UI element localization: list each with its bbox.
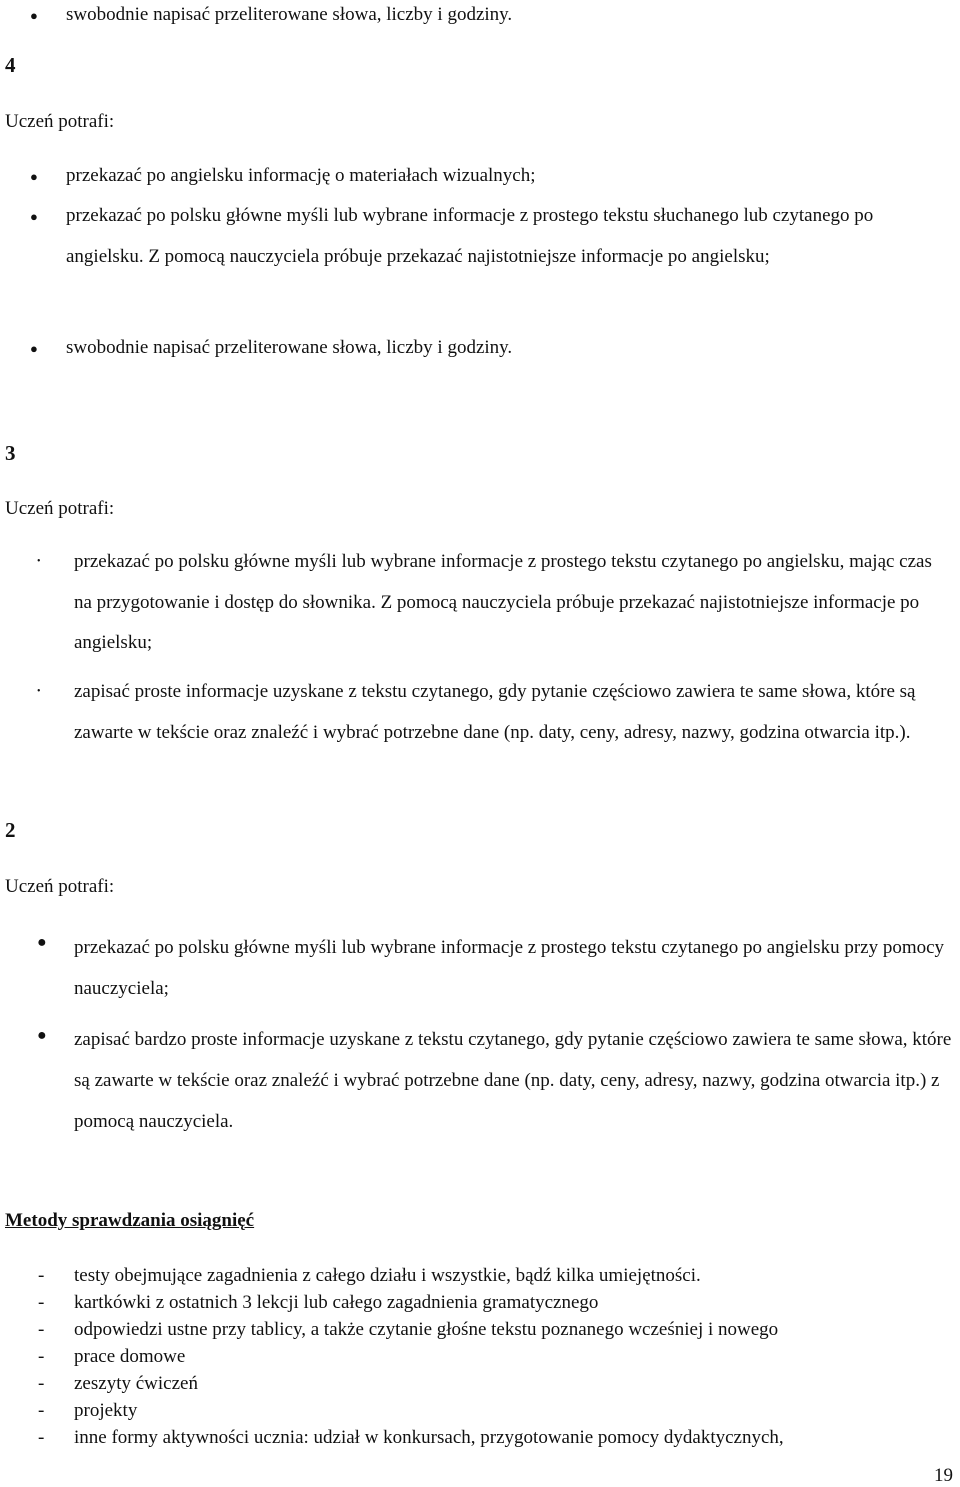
bullet-icon: • [37, 686, 41, 697]
bullet-icon: ● [37, 1027, 47, 1044]
grade-4-item: przekazać po angielsku informację o materiałach wizualnych; [66, 165, 536, 186]
methods-item: zeszyty ćwiczeń [74, 1373, 198, 1394]
methods-item: testy obejmujące zagadnienia z całego działu i wszystkie, bądź kilka umiejętności. [74, 1265, 701, 1286]
methods-item: projekty [74, 1400, 138, 1421]
bullet-icon: ● [30, 209, 38, 224]
grade-4-item: przekazać po polsku główne myśli lub wybrane informacje z prostego tekstu słuchanego lub czytanego po angielsku. Z pomocą nauczyciela próbuje przekazać najistotniejsze informacje po angielsku; [66, 205, 874, 267]
dash-marker: - [38, 1292, 45, 1313]
methods-item: odpowiedzi ustne przy tablicy, a także czytanie głośne tekstu poznanego wcześniej i nowego [74, 1319, 779, 1340]
bullet-icon: • [37, 556, 41, 567]
grade-4-intro: Uczeń potrafi: [5, 111, 115, 132]
bullet-icon: ● [30, 341, 38, 356]
bullet-icon: ● [30, 169, 38, 184]
grade-3-item: zapisać proste informacje uzyskane z tekstu czytanego, gdy pytanie częściowo zawiera te same słowa, które są zawarte w tekście oraz znaleźć i wybrać potrzebne dane (np. daty, ceny, adresy, nazwy, godzina otwarcia itp.). [74, 681, 916, 743]
methods-item: kartkówki z ostatnich 3 lekcji lub całego zagadnienia gramatycznego [74, 1292, 599, 1313]
methods-item: inne formy aktywności ucznia: udział w konkursach, przygotowanie pomocy dydaktycznych, [74, 1427, 784, 1448]
dash-marker: - [38, 1346, 45, 1367]
grade-2-intro: Uczeń potrafi: [5, 876, 115, 897]
bullet-icon: ● [37, 934, 47, 951]
grade-3-item: przekazać po polsku główne myśli lub wybrane informacje z prostego tekstu czytanego po angielsku, mając czas na przygotowanie i dostęp do słownika. Z pomocą nauczyciela próbuje przekazać najistotniejsze informacje po angielsku; [74, 551, 932, 653]
grade-2-heading: 2 [5, 818, 16, 842]
methods-heading: Metody sprawdzania osiągnięć [5, 1210, 255, 1231]
grade-4-item: swobodnie napisać przeliterowane słowa, liczby i godziny. [66, 337, 513, 358]
bullet-icon: ● [30, 8, 38, 23]
list-item-top: swobodnie napisać przeliterowane słowa, liczby i godziny. [66, 4, 513, 25]
grade-2-item: przekazać po polsku główne myśli lub wybrane informacje z prostego tekstu czytanego po angielsku przy pomocy nauczyciela; [74, 937, 945, 999]
methods-list [74, 1262, 784, 1451]
dash-marker: - [38, 1373, 45, 1394]
grade-3-heading: 3 [5, 441, 16, 465]
grade-2-item: zapisać bardzo proste informacje uzyskane z tekstu czytanego, gdy pytanie częściowo zawiera te same słowa, które są zawarte w tekście oraz znaleźć i wybrać potrzebne dane (np. daty, ceny, adresy, nazwy, godzina otwarcia itp.) z pomocą nauczyciela. [74, 1029, 952, 1132]
methods-item: prace domowe [74, 1346, 186, 1367]
dash-marker: - [38, 1400, 45, 1421]
dash-marker: - [38, 1427, 45, 1448]
page-number: 19 [934, 1465, 953, 1486]
dash-marker: - [38, 1319, 45, 1340]
grade-4-heading: 4 [5, 53, 16, 77]
grade-3-intro: Uczeń potrafi: [5, 498, 115, 519]
dash-marker: - [38, 1265, 45, 1286]
